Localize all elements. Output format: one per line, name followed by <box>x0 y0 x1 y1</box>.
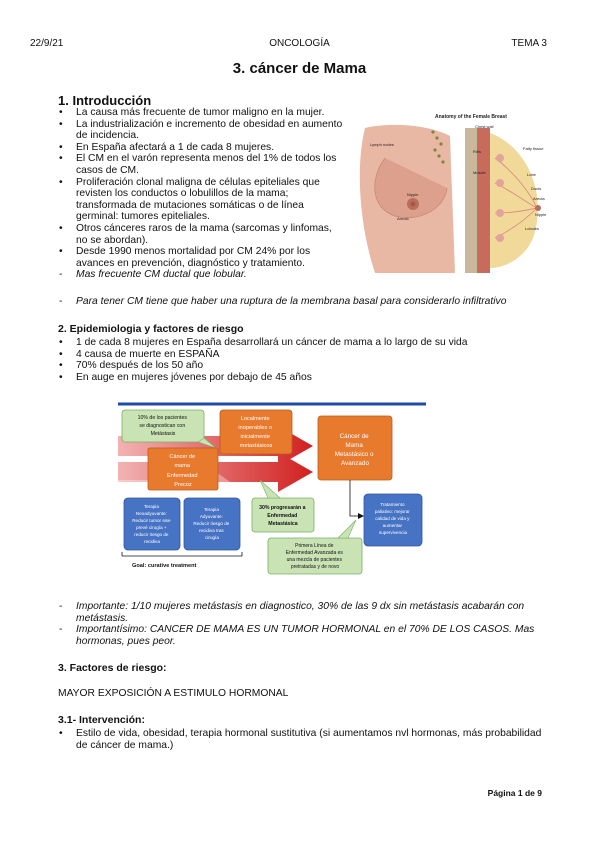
section-1-dashes <box>58 269 343 281</box>
orange-box-inoperable-text: Localmente inoperables o inicialmente metastásicos <box>238 416 273 449</box>
list-item: • Desde 1990 menos mortalidad por CM 24% por los avances en prevención, diagnóstico y tratamiento. <box>58 246 343 269</box>
list-item: - Para tener CM tiene que haber una ruptura de la membrana basal para considerarlo infiltrativo <box>58 296 558 308</box>
header-subject: ONCOLOGÍA <box>269 38 330 49</box>
list-item: • La industrialización e incremento de obesidad en aumento de incidencia. <box>58 119 343 142</box>
blue-box-neoadjuvant-text: Terapia Neoadyuvante: Reducir tumor sise prevé cirugía + reducir riesgo de recidiva <box>132 504 171 544</box>
anatomy-label: Areola <box>397 216 409 221</box>
list-item: - Importante: 1/10 mujeres metástasis en diagnostico, 30% de las 9 dx sin metástasis acabarán con metástasis. <box>58 601 558 624</box>
anatomy-title: Anatomy of the Female Breast <box>435 114 507 120</box>
green-callout-progress-text: 30% progresarán a Enfermedad Metastásica <box>259 505 306 527</box>
blue-box-adjuvant-text: Terapia Adyuvante: Reducir riesgo de recidiva tras cirugía <box>193 507 230 540</box>
list-item: • 70% después de los 50 año <box>58 360 558 372</box>
list-item: • Otros cánceres raros de la mama (sarcomas y linfomas, no se abordan). <box>58 223 343 246</box>
list-item: • Estilo de vida, obesidad, terapia hormonal sustitutiva (si aumentamos nvl hormonas, más probabilidad de cáncer de mama.) <box>58 728 548 751</box>
breast-cancer-flow-diagram <box>118 402 426 577</box>
anatomy-label: Ribs <box>473 149 482 154</box>
section-3-1-heading: 3.1- Intervención: <box>58 714 145 726</box>
list-item: • 4 causa de muerte en ESPAÑA <box>58 349 558 361</box>
section-1-heading: 1. Introducción <box>58 93 152 108</box>
page-number: Página 1 de 9 <box>487 788 542 798</box>
header-topic: TEMA 3 <box>511 38 547 49</box>
list-item: • En España afectará a 1 de cada 8 mujeres. <box>58 142 343 154</box>
section-2-heading: 2. Epidemiologia y factores de riesgo <box>58 323 244 335</box>
anatomy-label: Ducts <box>531 186 542 191</box>
section-3-heading: 3. Factores de riesgo: <box>58 662 167 674</box>
section-3-subtitle: MAYOR EXPOSICIÓN A ESTIMULO HORMONAL <box>58 688 289 699</box>
anatomy-label: Nipple <box>535 212 547 217</box>
list-item: • 1 de cada 8 mujeres en España desarrollará un cáncer de mama a lo largo de su vida <box>58 337 558 349</box>
list-item: • La causa más frecuente de tumor maligno en la mujer. <box>58 107 343 119</box>
section-1-body <box>58 107 343 281</box>
green-callout-first-line-text: Primera Línea de Enfermedad Avanzada es una mezcla de pacientes pretratadas y de novo <box>285 543 343 570</box>
anatomy-label: Muscle <box>473 170 486 175</box>
section-2-body <box>58 337 558 383</box>
important-notes <box>58 601 558 647</box>
goal-label: Goal: curative treatment <box>132 563 197 569</box>
anatomy-label: Fatty tissue <box>523 146 544 151</box>
section-1-dash-2 <box>58 296 558 308</box>
page-title: 3. cáncer de Mama <box>232 60 367 77</box>
list-item: • El CM en el varón representa menos del 1% de todos los casos de CM. <box>58 153 343 176</box>
anatomy-label: Lobules <box>525 226 540 231</box>
anatomy-label: Lobe <box>527 172 536 177</box>
anatomy-label: Chest wall <box>475 124 494 129</box>
section-1-bullets <box>58 107 343 269</box>
anatomy-label: Nipple <box>407 192 419 197</box>
orange-box-metastatic-text: Cáncer de Mama Metastásico o Avanzado <box>334 433 374 467</box>
list-item: - Mas frecuente CM ductal que lobular. <box>58 269 343 281</box>
header-date: 22/9/21 <box>30 38 64 49</box>
anatomy-label: Lymph nodes <box>370 142 394 147</box>
green-callout-top-text: 10% de los pacientes se diagnostican con Metástasis <box>137 415 187 437</box>
list-item: - Importantísimo: CANCER DE MAMA ES UN TUMOR HORMONAL en el 70% DE LOS CASOS. Mas hormonas, pues peor. <box>58 624 558 647</box>
section-3-body <box>58 728 548 751</box>
orange-box-early-disease-text: Cáncer de mama Enfermedad Precoz <box>166 454 198 488</box>
list-item: • En auge en mujeres jóvenes por debajo de 45 años <box>58 372 558 384</box>
anatomy-label: Areola <box>533 196 545 201</box>
breast-anatomy-illustration <box>355 108 550 278</box>
blue-box-palliative-text: Tratamiento paliativo: mejorar calidad de vida y aumentar supervivencia <box>374 502 410 535</box>
list-item: • Proliferación clonal maligna de células epiteliales que revisten los conductos o lobulillos de la mama; transformada de mutaciones somáticas o de línea germinal: tumores epiteliales. <box>58 177 343 223</box>
